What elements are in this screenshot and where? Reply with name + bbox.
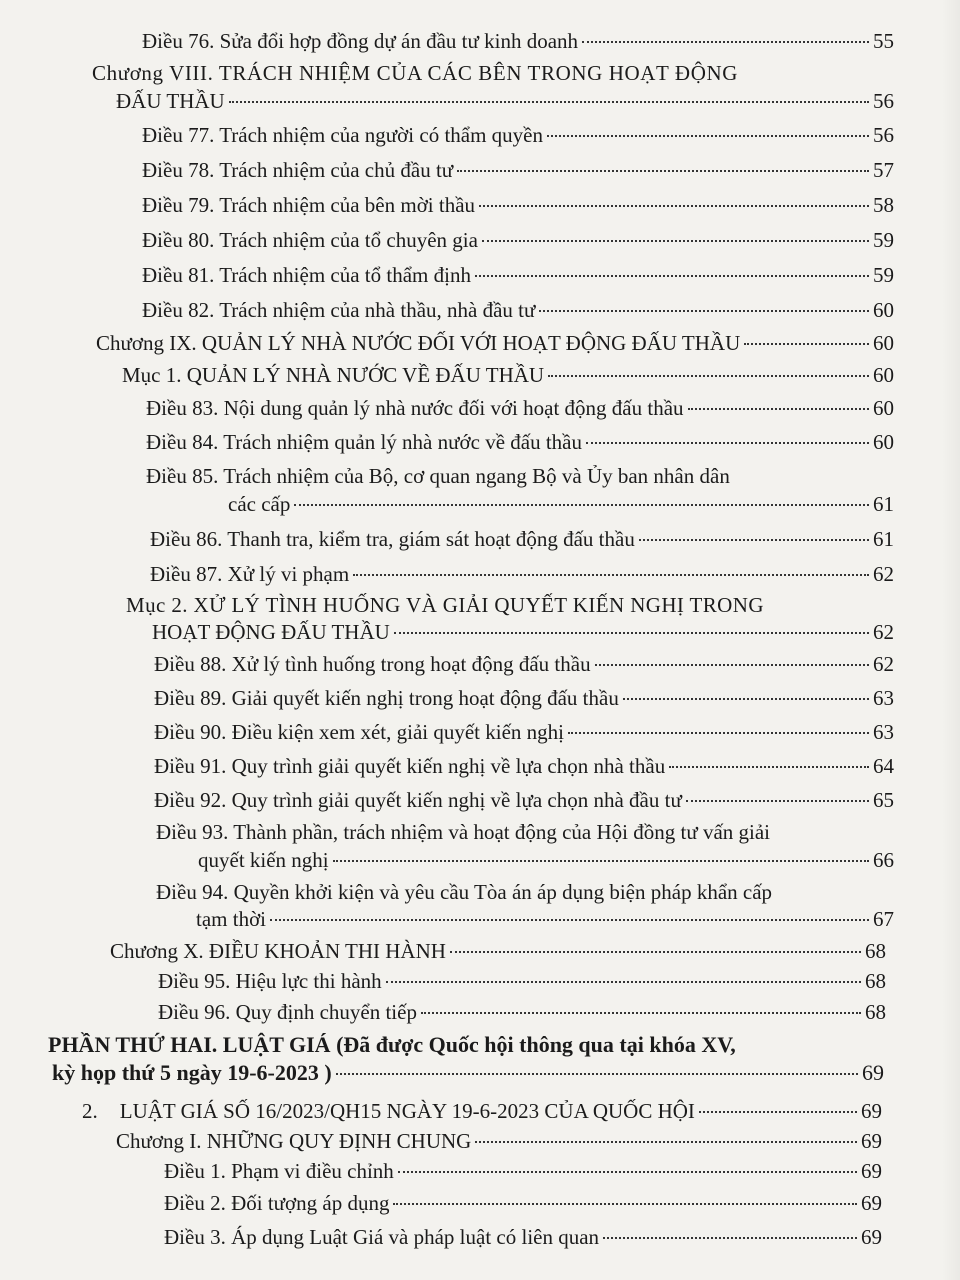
- toc-entry-title: LUẬT GIÁ SỐ 16/2023/QH15 NGÀY 19-6-2023 CỦA QUỐC HỘI: [119, 1099, 695, 1123]
- toc-entry: [92, 58, 894, 88]
- toc-entry-continued: [228, 489, 894, 519]
- dot-leader: [582, 41, 869, 43]
- dot-leader: [639, 539, 869, 541]
- toc-page-number: 60: [873, 298, 894, 322]
- part-subtitle-line1: (Đã được Quốc hội thông qua tại khóa XV,: [336, 1032, 736, 1057]
- toc-entry: [154, 785, 894, 815]
- toc-entry: [126, 590, 894, 620]
- toc-entry-title: Điều 77. Trách nhiệm của người có thẩm quyền: [142, 123, 543, 147]
- toc-page-number: 62: [873, 652, 894, 676]
- toc-page-number: 65: [873, 788, 894, 812]
- toc-entry: [142, 190, 894, 220]
- toc-entry-continued: [116, 86, 894, 116]
- toc-page-number: 67: [873, 907, 894, 931]
- toc-entry-title-line1: Điều 85. Trách nhiệm của Bộ, cơ quan ngang Bộ và Ủy ban nhân dân: [146, 464, 730, 488]
- toc-page-number: 69: [861, 1159, 882, 1183]
- toc-entry-title-line1: Điều 94. Quyền khởi kiện và yêu cầu Tòa án áp dụng biện pháp khẩn cấp: [156, 880, 773, 904]
- toc-page-number: 69: [861, 1191, 882, 1215]
- toc-entry-number: 2.: [82, 1099, 98, 1123]
- toc-page-number: 63: [873, 720, 894, 744]
- toc-entry-title: Điều 90. Điều kiện xem xét, giải quyết kiến nghị: [154, 720, 564, 744]
- toc-entry-title-line2: ĐẤU THẦU: [116, 89, 225, 113]
- dot-leader: [686, 800, 869, 802]
- toc-entry: [122, 360, 894, 390]
- toc-page-number: 69: [861, 1129, 882, 1153]
- dot-leader: [699, 1111, 857, 1113]
- toc-entry-title: Điều 83. Nội dung quản lý nhà nước đối với hoạt động đấu thầu: [146, 396, 684, 420]
- toc-entry-title-line1: Mục 2. XỬ LÝ TÌNH HUỐNG VÀ GIẢI QUYẾT KIẾN NGHỊ TRONG: [126, 593, 764, 617]
- toc-entry: [142, 26, 894, 56]
- part-heading-continued: [52, 1058, 884, 1088]
- toc-page-number: 61: [873, 527, 894, 551]
- toc-entry: [158, 966, 886, 996]
- toc-entry: [96, 328, 894, 358]
- dot-leader: [688, 408, 869, 410]
- page-edge-shadow: [942, 0, 960, 1280]
- toc-page-number: 64: [873, 754, 894, 778]
- toc-entry-title: Điều 91. Quy trình giải quyết kiến nghị về lựa chọn nhà thầu: [154, 754, 666, 778]
- dot-leader: [586, 442, 869, 444]
- dot-leader: [744, 343, 869, 345]
- toc-entry-title-line2: HOẠT ĐỘNG ĐẤU THẦU: [152, 620, 390, 644]
- toc-entry: [154, 717, 894, 747]
- dot-leader: [482, 240, 869, 242]
- dot-leader: [421, 1012, 861, 1014]
- dot-leader: [393, 1203, 857, 1205]
- toc-entry-title-line2: các cấp: [228, 492, 291, 516]
- toc-entry: [146, 393, 894, 423]
- toc-page-number: 68: [865, 1000, 886, 1024]
- toc-entry-title: Mục 1. QUẢN LÝ NHÀ NƯỚC VỀ ĐẤU THẦU: [122, 363, 545, 387]
- toc-entry-title: Điều 86. Thanh tra, kiểm tra, giám sát hoạt động đấu thầu: [150, 527, 635, 551]
- toc-page-number: 60: [873, 331, 894, 355]
- toc-entry: [154, 649, 894, 679]
- dot-leader: [568, 732, 869, 734]
- toc-entry: [154, 683, 894, 713]
- toc-entry-title: Điều 96. Quy định chuyển tiếp: [158, 1000, 417, 1024]
- toc-page-number: 69: [862, 1060, 884, 1085]
- toc-entry: [164, 1156, 882, 1186]
- dot-leader: [547, 135, 869, 137]
- toc-entry-title: Điều 89. Giải quyết kiến nghị trong hoạt động đấu thầu: [154, 686, 619, 710]
- toc-entry-continued: [198, 845, 894, 875]
- toc-page-number: 62: [873, 562, 894, 586]
- toc-entry: [154, 751, 894, 781]
- part-subtitle-line2: kỳ họp thứ 5 ngày 19-6-2023 ): [52, 1060, 332, 1085]
- dot-leader: [386, 981, 861, 983]
- toc-entry-title-line1: Chương VIII. TRÁCH NHIỆM CỦA CÁC BÊN TRONG HOẠT ĐỘNG: [92, 61, 738, 85]
- dot-leader: [398, 1171, 857, 1173]
- toc-entry-title: Điều 79. Trách nhiệm của bên mời thầu: [142, 193, 476, 217]
- toc-page-number: 68: [865, 939, 886, 963]
- toc-entry: [142, 295, 894, 325]
- toc-entry-title: Điều 87. Xử lý vi phạm: [150, 562, 350, 586]
- dot-leader: [669, 766, 869, 768]
- toc-entry: [164, 1222, 882, 1252]
- toc-entry-title: Chương I. NHỮNG QUY ĐỊNH CHUNG: [116, 1129, 472, 1153]
- toc-page-number: 58: [873, 193, 894, 217]
- toc-entry: [142, 225, 894, 255]
- toc-entry-title: Điều 80. Trách nhiệm của tổ chuyên gia: [142, 228, 478, 252]
- toc-entry-title: Điều 78. Trách nhiệm của chủ đầu tư: [142, 158, 454, 182]
- toc-page-number: 63: [873, 686, 894, 710]
- toc-entry-title: Điều 76. Sửa đổi hợp đồng dự án đầu tư kinh doanh: [142, 29, 579, 53]
- dot-leader: [353, 574, 869, 576]
- toc-entry: [110, 936, 886, 966]
- toc-entry: [116, 1126, 882, 1156]
- toc-entry: [158, 997, 886, 1027]
- toc-page-number: 57: [873, 158, 894, 182]
- dot-leader: [229, 101, 869, 103]
- toc-entry: [146, 427, 894, 457]
- dot-leader: [294, 504, 869, 506]
- toc-entry-title-line2: tạm thời: [196, 907, 267, 931]
- toc-entry: [156, 877, 894, 907]
- toc-entry: [150, 559, 894, 589]
- dot-leader: [457, 170, 869, 172]
- toc-page-number: 59: [873, 228, 894, 252]
- toc-entry-title: Chương IX. QUẢN LÝ NHÀ NƯỚC ĐỐI VỚI HOẠT ĐỘNG ĐẤU THẦU: [96, 331, 741, 355]
- toc-page-number: 62: [873, 620, 894, 644]
- dot-leader: [595, 664, 869, 666]
- toc-page-number: 61: [873, 492, 894, 516]
- toc-page-number: 55: [873, 29, 894, 53]
- toc-page-number: 69: [861, 1225, 882, 1249]
- toc-entry-title-line2: quyết kiến nghị: [198, 848, 329, 872]
- toc-entry-title: Điều 88. Xử lý tình huống trong hoạt động đấu thầu: [154, 652, 591, 676]
- toc-entry: [142, 120, 894, 150]
- toc-entry: [156, 817, 894, 847]
- dot-leader: [450, 951, 861, 953]
- part-heading: [48, 1030, 884, 1060]
- toc-entry: [142, 155, 894, 185]
- toc-page-number: 69: [861, 1099, 882, 1123]
- toc-page-number: 59: [873, 263, 894, 287]
- toc-entry-title: Điều 1. Phạm vi điều chỉnh: [164, 1159, 394, 1183]
- toc-entry-continued: [196, 904, 894, 934]
- dot-leader: [603, 1237, 857, 1239]
- part-title: PHẦN THỨ HAI. LUẬT GIÁ: [48, 1032, 331, 1057]
- toc-entry-title: Điều 92. Quy trình giải quyết kiến nghị về lựa chọn nhà đầu tư: [154, 788, 682, 812]
- dot-leader: [475, 1141, 857, 1143]
- dot-leader: [548, 375, 869, 377]
- toc-page-number: 66: [873, 848, 894, 872]
- toc-page-number: 60: [873, 430, 894, 454]
- toc-entry: [150, 524, 894, 554]
- toc-entry-title: Điều 95. Hiệu lực thi hành: [158, 969, 382, 993]
- toc-entry-title: Điều 2. Đối tượng áp dụng: [164, 1191, 390, 1215]
- toc-entry: [146, 461, 894, 491]
- toc-entry-continued: [152, 617, 894, 647]
- dot-leader: [394, 632, 869, 634]
- toc-entry: [82, 1096, 882, 1126]
- toc-page-number: 56: [873, 123, 894, 147]
- toc-page-number: 60: [873, 363, 894, 387]
- toc-entry: [142, 260, 894, 290]
- dot-leader: [333, 860, 869, 862]
- dot-leader: [539, 310, 869, 312]
- dot-leader: [270, 919, 869, 921]
- toc-entry-title: Điều 81. Trách nhiệm của tổ thẩm định: [142, 263, 471, 287]
- toc-entry-title: Điều 82. Trách nhiệm của nhà thầu, nhà đầu tư: [142, 298, 536, 322]
- dot-leader: [623, 698, 869, 700]
- toc-entry-title-line1: Điều 93. Thành phần, trách nhiệm và hoạt động của Hội đồng tư vấn giải: [156, 820, 771, 844]
- toc-entry-title: Điều 3. Áp dụng Luật Giá và pháp luật có liên quan: [164, 1225, 600, 1249]
- dot-leader: [336, 1073, 858, 1075]
- toc-entry-title: Điều 84. Trách nhiệm quản lý nhà nước về đấu thầu: [146, 430, 582, 454]
- toc-page-number: 56: [873, 89, 894, 113]
- toc-entry: [164, 1188, 882, 1218]
- toc-page-number: 68: [865, 969, 886, 993]
- dot-leader: [479, 205, 869, 207]
- dot-leader: [475, 275, 869, 277]
- toc-page-number: 60: [873, 396, 894, 420]
- toc-entry-title: Chương X. ĐIỀU KHOẢN THI HÀNH: [110, 939, 446, 963]
